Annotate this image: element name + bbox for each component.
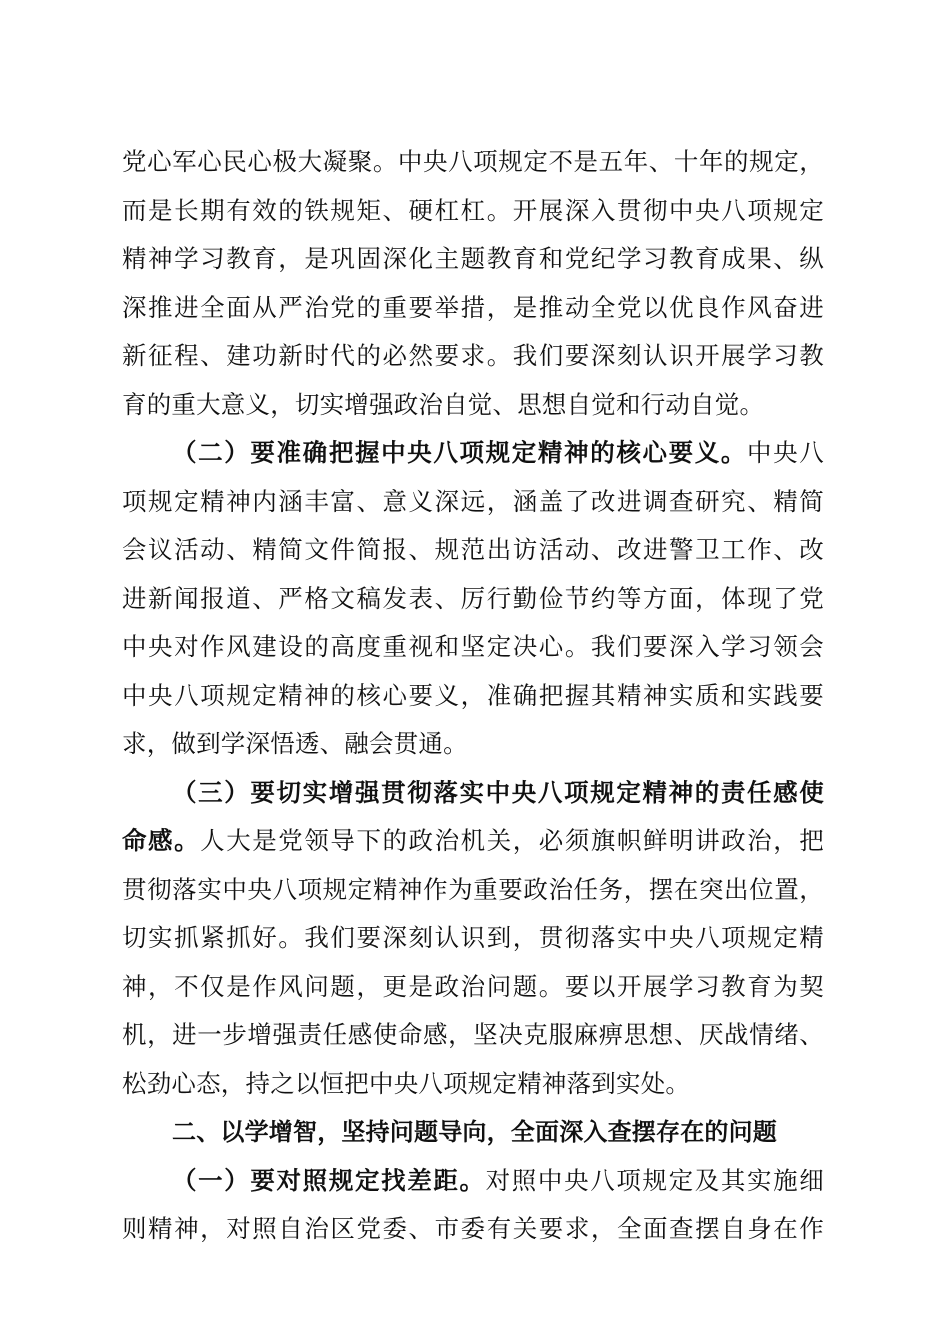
text-line: 深推进全面从严治党的重要举措，是推动全党以优良作风奋进 bbox=[122, 292, 824, 322]
subsection-heading: （二）要准确把握中央八项规定精神的核心要义。 bbox=[172, 438, 748, 467]
paragraph-section-3 bbox=[122, 769, 824, 1109]
text-line: 党心军心民心极大凝聚。中央八项规定不是五年、十年的规定， bbox=[122, 147, 824, 176]
subsection-heading: （一）要对照规定找差距。 bbox=[172, 1165, 486, 1195]
text-run: 对照中央八项规定及其实施细 bbox=[485, 1165, 824, 1195]
paragraph-continuation bbox=[122, 138, 824, 429]
text-line: 新征程、建功新时代的必然要求。我们要深刻认识开展学习教 bbox=[122, 341, 824, 370]
paragraph-section-2 bbox=[122, 429, 824, 769]
text-line: 松劲心态，持之以恒把中央八项规定精神落到实处。 bbox=[122, 1068, 691, 1098]
paragraph-section-2-1 bbox=[122, 1157, 824, 1254]
text-line-first bbox=[122, 769, 824, 818]
text-line-first bbox=[122, 429, 824, 478]
text-line: 中央对作风建设的高度重视和坚定决心。我们要深入学习领会 bbox=[122, 632, 824, 661]
text-line: 进新闻报道、严格文稿发表、厉行勤俭节约等方面，体现了党 bbox=[122, 583, 824, 613]
subsection-heading-continued: 命感。 bbox=[122, 826, 201, 855]
text-line-first bbox=[122, 1157, 824, 1206]
text-line: 中央八项规定精神的核心要义，准确把握其精神实质和实践要 bbox=[122, 680, 824, 710]
text-line: 求，做到学深悟透、融会贯通。 bbox=[122, 729, 468, 758]
text-line: 而是长期有效的铁规矩、硬杠杠。开展深入贯彻中央八项规定 bbox=[122, 195, 824, 225]
text-line bbox=[122, 817, 824, 866]
text-line: 项规定精神内涵丰富、意义深远，涵盖了改进调查研究、精简 bbox=[122, 486, 824, 516]
subsection-heading: （三）要切实增强贯彻落实中央八项规定精神的责任感使 bbox=[172, 777, 824, 807]
text-line: 贯彻落实中央八项规定精神作为重要政治任务，摆在突出位置， bbox=[122, 874, 824, 904]
text-line: 切实抓紧抓好。我们要深刻认识到，贯彻落实中央八项规定精 bbox=[122, 923, 824, 952]
text-line: 则精神，对照自治区党委、市委有关要求，全面查摆自身在作 bbox=[122, 1214, 824, 1243]
section-heading: 二、以学增智，坚持问题导向，全面深入查摆存在的问题 bbox=[172, 1118, 777, 1146]
text-run: 人大是党领导下的政治机关，必须旗帜鲜明讲政治，把 bbox=[200, 826, 824, 855]
text-line: 神，不仅是作风问题，更是政治问题。要以开展学习教育为契 bbox=[122, 971, 824, 1001]
text-run: 中央八 bbox=[747, 438, 824, 467]
text-line: 精神学习教育，是巩固深化主题教育和党纪学习教育成果、纵 bbox=[122, 244, 824, 273]
text-line: 机，进一步增强责任感使命感，坚决克服麻痹思想、厌战情绪、 bbox=[122, 1020, 824, 1049]
text-line: 育的重大意义，切实增强政治自觉、思想自觉和行动自觉。 bbox=[122, 389, 765, 419]
text-line: 会议活动、精简文件简报、规范出访活动、改进警卫工作、改 bbox=[122, 535, 824, 564]
